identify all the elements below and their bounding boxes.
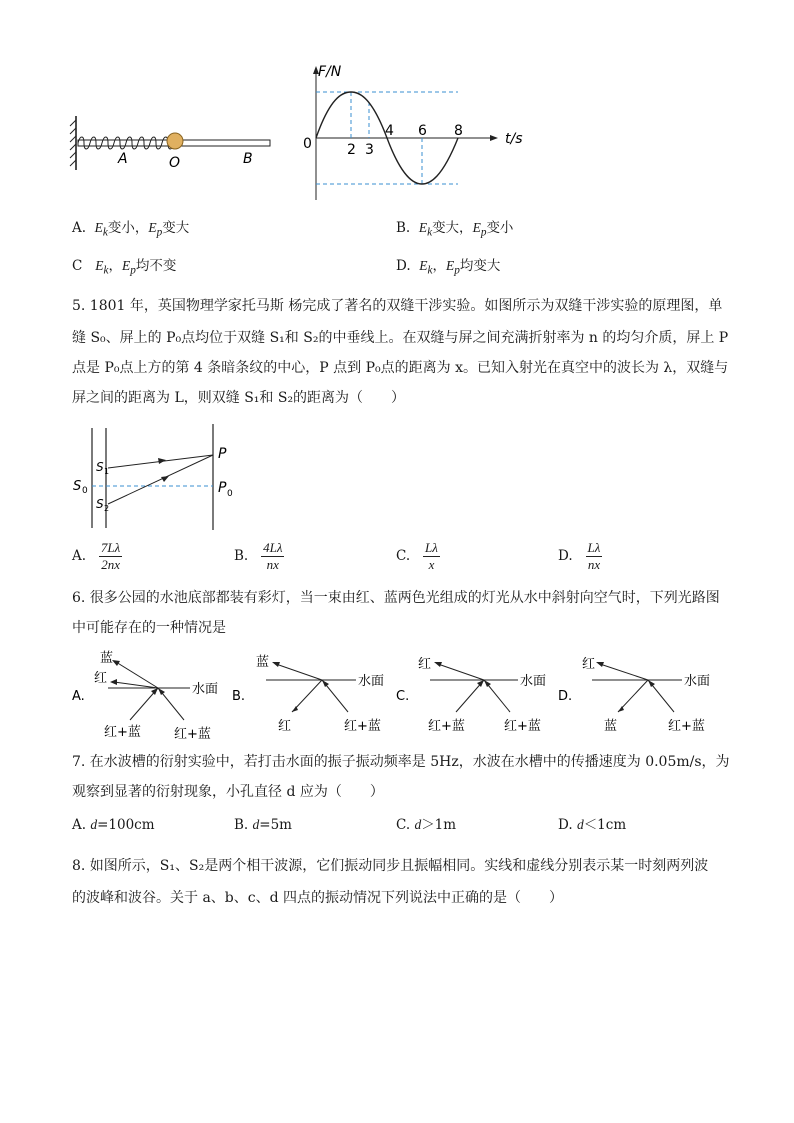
svg-text:红+蓝: 红+蓝 <box>428 719 465 734</box>
y-axis-label: F/N <box>318 64 342 80</box>
p-label: P <box>218 446 227 462</box>
s1-label: S <box>96 460 104 474</box>
s0-label: S <box>73 479 82 494</box>
q5-stem-line: 5. 1801 年，英国物理学家托马斯 杨完成了著名的双缝干涉实验。如图所示为双缝干涉实验的原理图，单 <box>72 298 723 314</box>
svg-text:蓝: 蓝 <box>256 655 270 670</box>
svg-text:A.: A. <box>72 689 85 704</box>
svg-text:红+蓝: 红+蓝 <box>104 725 141 740</box>
q6-diagram-a[interactable] <box>70 648 230 742</box>
q5-stem-line: 缝 S₀、屏上的 P₀点均位于双缝 S₁和 S₂的中垂线上。在双缝与屏之间充满折射率为 n 的均匀介质，屏上 P <box>72 330 729 346</box>
q5-option-d[interactable]: D. $\frac{L\lambda}{nx}$ <box>558 540 601 572</box>
svg-text:蓝: 蓝 <box>604 719 618 734</box>
svg-text:D.: D. <box>558 689 573 704</box>
svg-text:红: 红 <box>94 671 108 686</box>
q6-stem-line: 中可能存在的一种情况是 <box>72 620 226 636</box>
q7-option-c[interactable]: C. d＞1m <box>396 817 457 833</box>
q4-option-b[interactable]: B. $E_k$变大，$E_p$变小 <box>396 220 514 239</box>
label-o: O <box>169 155 181 171</box>
p0-subscript: 0 <box>227 489 233 499</box>
svg-text:红: 红 <box>418 657 432 672</box>
fraction: $\frac{L\lambda}{x}$ <box>425 540 438 572</box>
svg-text:红: 红 <box>582 657 596 672</box>
force-time-graph <box>303 64 523 200</box>
x-axis-label: t/s <box>505 131 523 147</box>
q8-stem-line: 的波峰和波谷。关于 a、b、c、d 四点的振动情况下列说法中正确的是（ ） <box>72 890 564 906</box>
q7-stem-line: 观察到显著的衍射现象，小孔直径 d 应为（ ） <box>72 784 384 800</box>
svg-text:B.: B. <box>232 689 246 704</box>
q6-diagram-c[interactable] <box>396 648 556 742</box>
q6-diagram-b[interactable] <box>232 648 392 742</box>
origin-label: 0 <box>303 136 312 152</box>
tick-label: 3 <box>365 142 374 158</box>
svg-text:水面: 水面 <box>684 674 711 689</box>
q5-stem-line: 屏之间的距离为 L，则双缝 S₁和 S₂的距离为（ ） <box>72 390 406 406</box>
fraction: $\frac{4L\lambda}{nx}$ <box>263 540 283 572</box>
ball <box>167 133 183 149</box>
q5-option-b[interactable]: B. $\frac{4L\lambda}{nx}$ <box>234 540 283 572</box>
svg-text:蓝: 蓝 <box>100 651 114 666</box>
fraction: $\frac{7L\lambda}{2nx}$ <box>100 540 121 572</box>
svg-text:红: 红 <box>278 719 292 734</box>
s2-label: S <box>96 497 104 511</box>
spring-and-force-graph-figure <box>60 58 540 208</box>
q6-stem-line: 6. 很多公园的水池底部都装有彩灯，当一束由红、蓝两色光组成的灯光从水中斜射向空气时，下列光路图 <box>72 590 720 606</box>
q7-stem-line: 7. 在水波槽的衍射实验中，若打击水面的振子振动频率是 5Hz，水波在水槽中的传播速度为 0.05m/s，为 <box>72 754 730 770</box>
q5-option-a[interactable]: A. $\frac{7L\lambda}{2nx}$ <box>72 540 121 572</box>
q7-option-a[interactable]: A. d=100cm <box>72 817 155 833</box>
svg-text:C.: C. <box>396 689 410 704</box>
svg-text:红+蓝: 红+蓝 <box>504 719 541 734</box>
svg-text:水面: 水面 <box>192 682 219 697</box>
q4-option-a[interactable]: A. $E_k$变小，$E_p$变大 <box>72 220 190 239</box>
fraction: $\frac{L\lambda}{nx}$ <box>587 540 601 572</box>
tick-label: 2 <box>347 142 356 158</box>
s2-subscript: 2 <box>104 504 110 513</box>
q5-stem-line: 点是 P₀点上方的第 4 条暗条纹的中心，P 点到 P₀点的距离为 x。已知入射光在真空中的波长为 λ，双缝与 <box>72 360 729 376</box>
label-a: A <box>118 151 128 167</box>
s1-subscript: 1 <box>104 467 110 476</box>
p0-label: P <box>218 480 227 496</box>
svg-text:红+蓝: 红+蓝 <box>668 719 705 734</box>
label-b: B <box>243 151 253 167</box>
q7-option-b[interactable]: B. d=5m <box>234 817 292 833</box>
q6-diagram-d[interactable] <box>558 648 738 742</box>
wall <box>70 116 76 170</box>
q4-option-c[interactable]: C $E_k$，$E_p$均不变 <box>72 258 177 277</box>
q4-option-d[interactable]: D. $E_k$，$E_p$均变大 <box>396 258 501 277</box>
q5-option-c[interactable]: C. $\frac{L\lambda}{x}$ <box>396 540 438 572</box>
tick-label: 8 <box>454 123 463 139</box>
s0-subscript: 0 <box>82 486 88 496</box>
q7-option-d[interactable]: D. d＜1cm <box>558 817 627 833</box>
tick-label: 6 <box>418 123 427 139</box>
tick-label: 4 <box>385 123 394 139</box>
svg-text:红+蓝: 红+蓝 <box>174 727 211 742</box>
double-slit-figure <box>68 420 248 532</box>
q8-stem-line: 8. 如图所示，S₁、S₂是两个相干波源，它们振动同步且振幅相同。实线和虚线分别表示某一时刻两列波 <box>72 858 709 874</box>
svg-text:水面: 水面 <box>520 674 547 689</box>
svg-text:水面: 水面 <box>358 674 385 689</box>
svg-text:红+蓝: 红+蓝 <box>344 719 381 734</box>
